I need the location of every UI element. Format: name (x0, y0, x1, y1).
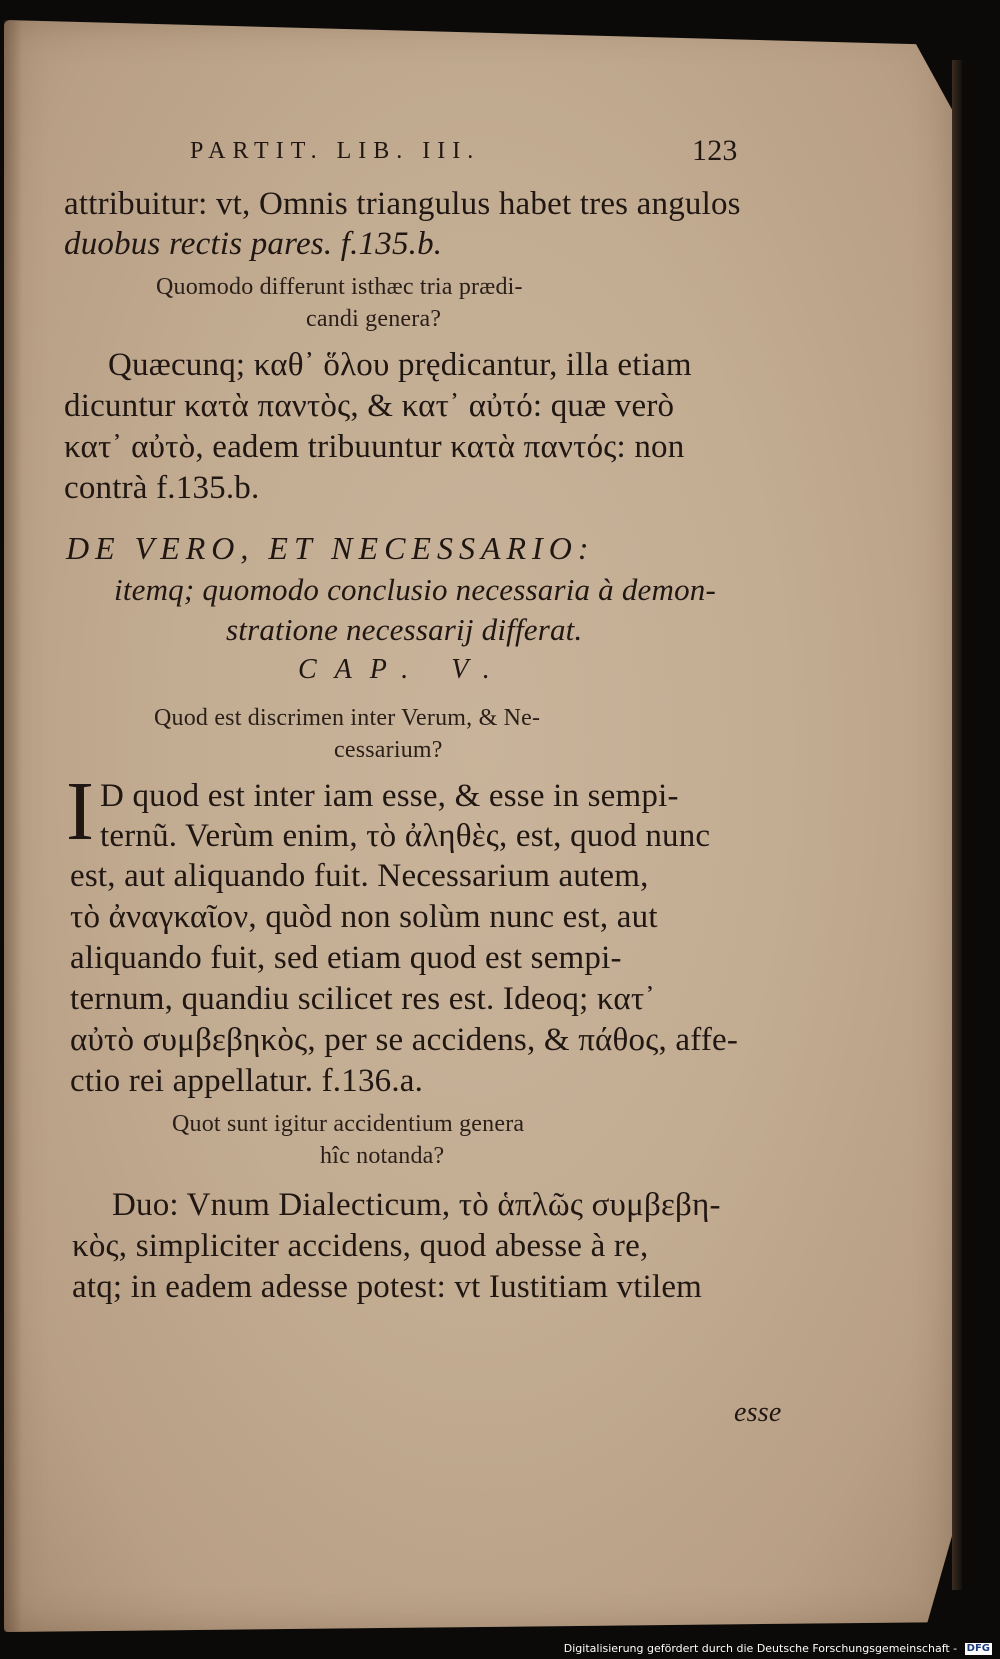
chapter-heading: stratione necessarij differat. (226, 612, 583, 647)
question-line: cessarium? (334, 737, 443, 763)
question-line: Quot sunt igitur accidentium genera (172, 1111, 525, 1137)
text-line: τὸ ἀναγκαῖον, quòd non solùm nunc est, aut (70, 899, 658, 935)
drop-cap: I (66, 765, 95, 858)
question-line: hîc notanda? (320, 1143, 445, 1169)
text-line: aliquando fuit, sed etiam quod est sempi- (70, 940, 622, 976)
text-line: ternum, quandiu scilicet res est. Ideoq; κατ᾽ (70, 981, 656, 1017)
text-line: κὸς, simpliciter accidens, quod abesse à re, (72, 1228, 649, 1264)
credit-text: Digitalisierung gefördert durch die Deutsche Forschungsgemeinschaft - (563, 1642, 958, 1655)
text-line: dicuntur κατὰ παντὸς, & κατ᾽ αὐτό: quæ verò (64, 388, 675, 424)
digitization-credit (564, 1642, 992, 1655)
question-line: candi genera? (306, 306, 442, 332)
text-line: est, aut aliquando fuit. Necessarium autem, (70, 858, 649, 894)
page-edge-shadow (952, 60, 962, 1590)
question-line: Quomodo differunt isthæc tria prædi- (156, 274, 523, 300)
text-line: duobus rectis pares. f.135.b. (64, 226, 443, 262)
text-line: κατ᾽ αὐτὸ, eadem tribuuntur κατὰ παντός: non (64, 429, 685, 465)
chapter-number: CAP. V. (298, 654, 508, 685)
text-line: atq; in eadem adesse potest: vt Iustitiam vtilem (72, 1269, 703, 1305)
text-line: ternũ. Verùm enim, τὸ ἀληθὲς, est, quod nunc (100, 818, 711, 854)
running-head: PARTIT. LIB. III. (190, 138, 481, 164)
chapter-heading: DE VERO, ET NECESSARIO: (66, 530, 595, 566)
text-line: attribuitur: vt, Omnis triangulus habet tres angulos (64, 186, 741, 222)
text-line: D quod est inter iam esse, & esse in sempi- (100, 778, 679, 814)
page-number: 123 (692, 134, 738, 167)
dfg-logo[interactable]: DFG (966, 1643, 990, 1654)
text-line: Duo: Vnum Dialecticum, τὸ ἁπλῶς συμβεβη- (112, 1187, 721, 1223)
text-line: ctio rei appellatur. f.136.a. (70, 1063, 424, 1099)
question-line: Quod est discrimen inter Verum, & Ne- (154, 705, 541, 731)
chapter-heading: itemq; quomodo conclusio necessaria à demon- (114, 572, 716, 607)
text-line: Quæcunq; καθ᾽ ὅλου prędicantur, illa etiam (108, 347, 692, 383)
text-line: contrà f.135.b. (64, 470, 260, 506)
text-line: αὐτὸ συμβεβηκὸς, per se accidens, & πάθος, affe- (70, 1022, 739, 1058)
catchword: esse (734, 1397, 782, 1428)
